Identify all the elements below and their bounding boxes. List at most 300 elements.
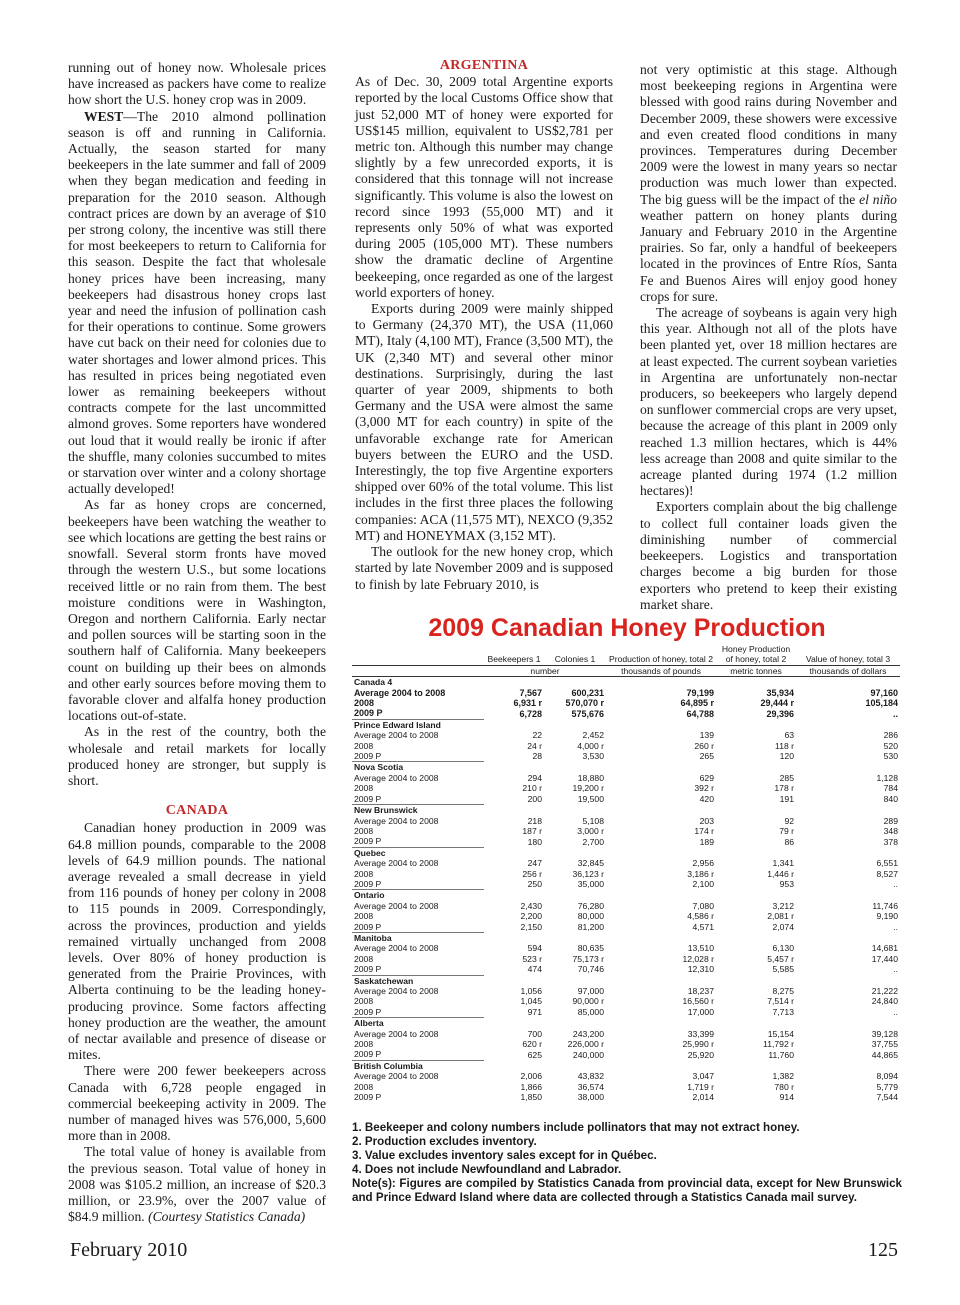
- table-cell: [484, 975, 544, 986]
- table-cell: ..: [893, 921, 898, 932]
- table-cell: 76,280: [577, 900, 604, 911]
- table-cell: 17,000: [687, 1007, 714, 1018]
- table-cell: 97,160: [870, 687, 898, 698]
- table-cell: 37,755: [871, 1039, 898, 1050]
- table-cell: 14,681: [871, 943, 898, 954]
- row-label: 2008: [354, 996, 374, 1007]
- table-cell: 570,070 r: [565, 698, 604, 709]
- table-cell: 120: [779, 751, 794, 762]
- table-row: [352, 911, 900, 921]
- table-cell: 520: [883, 740, 898, 751]
- table-cell: [484, 890, 544, 901]
- table-group-row: [352, 805, 900, 816]
- page-number: 125: [868, 1239, 898, 1261]
- table-cell: 625: [527, 1049, 542, 1060]
- table-cell: 1,056: [520, 986, 542, 996]
- row-label: 2009 P: [354, 708, 383, 719]
- table-cell: [484, 677, 544, 688]
- table-cell: [716, 847, 796, 858]
- header-value: Value of honey, total 3: [805, 654, 891, 665]
- table-cell: 5,108: [582, 815, 604, 826]
- table-cell: 174 r: [694, 825, 714, 836]
- row-label: Average 2004 to 2008: [354, 858, 439, 869]
- table-cell: 44,865: [871, 1049, 898, 1060]
- table-cell: [606, 805, 716, 816]
- table-cell: 70,746: [577, 964, 604, 975]
- header-colonies: Colonies 1: [554, 654, 596, 665]
- table-row: [352, 1092, 900, 1102]
- row-label: Average 2004 to 2008: [354, 1028, 439, 1039]
- credit: (Courtesy Statistics Canada): [148, 1209, 306, 1225]
- row-label: Nova Scotia: [352, 762, 484, 773]
- table-cell: 63: [784, 730, 794, 741]
- row-label: 2008: [354, 1039, 374, 1050]
- table-cell: 16,560 r: [682, 996, 714, 1007]
- table-cell: 378: [883, 836, 898, 847]
- row-label: Saskatchewan: [352, 975, 484, 986]
- table-cell: [796, 932, 900, 943]
- table-cell: 13,510: [687, 943, 714, 954]
- table-cell: [544, 677, 606, 688]
- table-cell: 43,832: [577, 1071, 604, 1082]
- table-row: [352, 708, 900, 719]
- table-cell: [606, 719, 716, 730]
- table-cell: 953: [779, 879, 794, 890]
- table-cell: 35,934: [766, 687, 794, 698]
- table-cell: 700: [527, 1028, 542, 1039]
- table-cell: ..: [893, 1007, 898, 1018]
- row-label: 2008: [354, 698, 375, 709]
- table-group-row: [352, 677, 900, 688]
- table-cell: 226,000 r: [567, 1039, 604, 1050]
- table-cell: 210 r: [522, 783, 542, 794]
- table-cell: 22: [532, 730, 542, 741]
- table-cell: 36,123 r: [572, 868, 604, 879]
- table-cell: 3,212: [772, 900, 794, 911]
- table-cell: 79 r: [779, 825, 794, 836]
- table-cell: 1,045: [520, 996, 542, 1007]
- table-cell: 474: [527, 964, 542, 975]
- table-cell: 92: [784, 815, 794, 826]
- table-cell: 629: [699, 772, 714, 783]
- row-label: 2009 P: [354, 751, 382, 762]
- table-row: [352, 741, 900, 751]
- row-label: Average 2004 to 2008: [354, 986, 439, 996]
- row-label: Ontario: [352, 890, 484, 901]
- row-label: 2008: [354, 868, 374, 879]
- table-row: [352, 826, 900, 836]
- table-cell: [544, 932, 606, 943]
- table-cell: [544, 805, 606, 816]
- table-cell: [484, 805, 544, 816]
- table-group-row: [352, 1018, 900, 1029]
- table-cell: 11,746: [872, 900, 898, 911]
- table-cell: 294: [527, 772, 542, 783]
- row-label: 2009 P: [354, 836, 382, 847]
- table-cell: 5,779: [876, 1081, 898, 1092]
- table-cell: 12,028 r: [682, 953, 714, 964]
- table-row: [352, 996, 900, 1006]
- row-label: 2009 P: [354, 921, 382, 932]
- table-cell: 33,399: [687, 1028, 714, 1039]
- table-cell: 118 r: [775, 740, 794, 751]
- table-cell: 35,000: [577, 879, 604, 890]
- table-cell: 6,551: [876, 858, 898, 869]
- table-cell: 191: [779, 793, 794, 804]
- row-label: 2008: [354, 953, 374, 964]
- paragraph: Canadian honey production in 2009 was 64.8 million pounds, comparable to the 2008 levels of 64.9 million pounds. The national average revealed a small decrease in yield from 116 pounds of honey per colony in 2008 to 115 pounds in 2009. Correspondingly, across the provinces, production and yields remained virtually unchanged from 2008 levels. Over 80% of honey production is generated from the Prairie Provinces, with Alberta continuing to be the leading honey-producing province. Some factors affecting honey production are the weather, the amount of nectar available and presence of disease or mites.: [68, 820, 326, 1063]
- table-cell: [544, 847, 606, 858]
- unit-dollars: thousands of dollars: [796, 665, 900, 676]
- table-cell: 620 r: [522, 1039, 542, 1050]
- column-right: [640, 62, 897, 613]
- table-cell: 25,920: [687, 1049, 714, 1060]
- table-notes: [352, 1121, 902, 1205]
- unit-number: number: [484, 665, 606, 676]
- table-cell: 3,000 r: [577, 825, 604, 836]
- table-cell: 18,880: [577, 772, 604, 783]
- row-label: 2009 P: [354, 793, 382, 804]
- table-cell: 2,100: [692, 879, 714, 890]
- row-label: 2009 P: [354, 878, 382, 889]
- table-cell: 32,845: [577, 858, 604, 869]
- table-cell: [606, 677, 716, 688]
- table-row: [352, 816, 900, 826]
- header-honey-production: Honey Production of honey, total 2: [721, 644, 791, 665]
- table-cell: 8,527: [876, 868, 898, 879]
- table-row: [352, 794, 900, 805]
- row-label: 2009 P: [354, 1006, 382, 1017]
- table-row: [352, 869, 900, 879]
- table-body: [352, 677, 900, 1103]
- note: Note(s): Figures are compiled by Statistics Canada from provincial data, except for New Brunswick and Prince Edward Island where data are collected through a Statistics Canada mail survey.: [352, 1177, 902, 1204]
- table-cell: [796, 762, 900, 773]
- table-cell: 1,382: [772, 1071, 794, 1082]
- table-cell: 218: [527, 815, 542, 826]
- table-cell: [484, 719, 544, 730]
- table-cell: 971: [527, 1007, 542, 1018]
- table-row: [352, 730, 900, 740]
- table-cell: 286: [883, 730, 898, 741]
- table-cell: 594: [527, 943, 542, 954]
- table-cell: 780 r: [774, 1081, 794, 1092]
- table-cell: 3,530: [582, 751, 604, 762]
- table-cell: [716, 975, 796, 986]
- table-cell: 15,154: [767, 1028, 794, 1039]
- honey-production-table-wrap: [352, 644, 902, 1102]
- table-cell: 784: [883, 783, 898, 794]
- table-cell: [544, 1018, 606, 1029]
- table-cell: 187 r: [522, 825, 542, 836]
- table-cell: 2,200: [520, 911, 542, 922]
- note: 4. Does not include Newfoundland and Labrador.: [352, 1163, 622, 1176]
- table-cell: 18,237: [687, 986, 714, 996]
- table-cell: 39,128: [871, 1028, 898, 1039]
- row-label: Average 2004 to 2008: [354, 730, 439, 741]
- table-cell: 7,713: [772, 1007, 794, 1018]
- table-cell: 2,150: [520, 921, 542, 932]
- table-cell: [606, 890, 716, 901]
- table-cell: [606, 932, 716, 943]
- table-cell: 6,130: [772, 943, 794, 954]
- paragraph: As far as honey crops are concerned, beekeepers have been watching the weather to see which locations are getting the best rains or snowfall. Several storm fronts have moved through the western U.S., but some locations received little or no rain from them. The best moisture conditions were in Washington, Oregon and northern California. Early nectar and pollen sources will be starting soon in the southern half of California. Many beekeepers count on building up their bees on almonds and other early sources before moving them to favorable clover and alfalfa honey production locations out-of-state.: [68, 497, 326, 724]
- paragraph: Exports during 2009 were mainly shipped to Germany (24,370 MT), the USA (11,060 MT), Italy (4,100 MT), France (3,500 MT), the UK (2,340 MT) and several other minor destinations. Surprisingly, during the last quarter of year 2009, shipments to both Germany and the USA were almost the same (3,000 MT for each country) in spite of the unfavorable exchange rate for American buyers between the EURO and the USD. Interestingly, the top five Argentine exporters shipped over 60% of the total volume. This list includes in the first three places the following companies: ACA (11,575 MT), NEXCO (9,352 MT) and HONEYMAX (3,152 MT).: [355, 301, 613, 543]
- row-label: New Brunswick: [352, 805, 484, 816]
- footer-date: February 2010: [70, 1239, 188, 1261]
- table-cell: 200: [527, 793, 542, 804]
- row-label: Manitoba: [352, 932, 484, 943]
- table-cell: 105,184: [865, 698, 898, 709]
- table-cell: [716, 1060, 796, 1071]
- row-label: Canada 4: [352, 677, 484, 688]
- table-cell: [796, 1060, 900, 1071]
- row-label: 2009 P: [354, 1049, 382, 1060]
- table-cell: [606, 1018, 716, 1029]
- table-row: [352, 1039, 900, 1049]
- table-cell: 8,094: [876, 1071, 898, 1082]
- table-cell: [716, 677, 796, 688]
- table-cell: 840: [883, 793, 898, 804]
- table-cell: [484, 847, 544, 858]
- table-cell: 85,000: [577, 1007, 604, 1018]
- table-cell: ..: [893, 879, 898, 890]
- table-cell: 1,341: [772, 858, 794, 869]
- table-cell: ..: [893, 964, 898, 975]
- table-cell: 139: [699, 730, 714, 741]
- table-cell: [796, 890, 900, 901]
- table-cell: 250: [527, 879, 542, 890]
- table-cell: 64,895 r: [680, 698, 714, 709]
- table-row: [352, 698, 900, 708]
- row-label: British Columbia: [352, 1060, 484, 1071]
- table-cell: 6,728: [519, 708, 542, 719]
- table-cell: 392 r: [694, 783, 714, 794]
- note: 3. Value excludes inventory sales except for in Québec.: [352, 1149, 657, 1162]
- table-row: [352, 688, 900, 698]
- table-cell: 29,444 r: [760, 698, 794, 709]
- table-cell: 25,990 r: [682, 1039, 714, 1050]
- row-label: Average 2004 to 2008: [354, 815, 439, 826]
- table-cell: [796, 677, 900, 688]
- row-label: Average 2004 to 2008: [354, 943, 439, 954]
- table-group-row: [352, 975, 900, 986]
- paragraph: The total value of honey is available from the previous season. Total value of honey in 2008 was $105.2 million, an increase of $20.3 million, or 23.9%, over the 2007 value of $84.9 million. (Courtesy Statistics Canada): [68, 1144, 326, 1225]
- table-cell: 2,452: [582, 730, 604, 741]
- table-cell: 4,571: [692, 921, 714, 932]
- table-cell: 80,000: [577, 911, 604, 922]
- table-cell: 28: [532, 751, 542, 762]
- table-cell: [716, 890, 796, 901]
- table-cell: 420: [699, 793, 714, 804]
- table-cell: 2,006: [520, 1071, 542, 1082]
- table-cell: 600,231: [571, 687, 604, 698]
- table-cell: 180: [527, 836, 542, 847]
- row-label: Alberta: [352, 1018, 484, 1029]
- table-row: [352, 986, 900, 996]
- table-cell: 7,567: [519, 687, 542, 698]
- table-group-row: [352, 719, 900, 730]
- table-cell: 12,310: [687, 964, 714, 975]
- paragraph: not very optimistic at this stage. Although most beekeeping regions in Argentina were blessed with good rains during November and December 2009, these showers were excessive and even created flood conditions in many provinces. Temperatures during December 2009 were the lowest in many years so nectar production was much lower than expected. The big guess will be the impact of the el niño weather pattern on honey plants during January and February 2010 in the Argentine prairies. So far, only a handful of beekeepers located in the provinces of Entre Ríos, Santa Fe and Buenos Aires will enjoy good honey crops for sure.: [640, 62, 897, 304]
- table-cell: 260 r: [694, 740, 714, 751]
- table-units-row: [352, 665, 900, 676]
- table-cell: ..: [892, 708, 898, 719]
- table-cell: 1,128: [876, 772, 898, 783]
- table-cell: 19,200 r: [572, 783, 604, 794]
- unit-pounds: thousands of pounds: [606, 665, 716, 676]
- table-row: [352, 879, 900, 890]
- table-cell: 1,719 r: [687, 1081, 714, 1092]
- paragraph: There were 200 fewer beekeepers across Canada with 6,728 people engaged in commercial beekeeping activity in 2009. The number of managed hives was 576,000, 5,600 more than in 2008.: [68, 1063, 326, 1144]
- paragraph: Exporters complain about the big challenge to collect full container loads given the diminishing number of commercial beekeepers. Logistics and transportation charges become a big burden for those exporters who pretend to keep their existing market share.: [640, 499, 897, 612]
- table-cell: 348: [883, 825, 898, 836]
- table-row: [352, 836, 900, 847]
- table-cell: [606, 847, 716, 858]
- table-cell: 2,956: [692, 858, 714, 869]
- header-beekeepers: Beekeepers 1: [487, 654, 541, 665]
- table-cell: [544, 1060, 606, 1071]
- table-cell: [544, 762, 606, 773]
- table-row: [352, 783, 900, 793]
- table-cell: 5,585: [772, 964, 794, 975]
- table-cell: 24 r: [527, 740, 542, 751]
- table-row: [352, 1007, 900, 1018]
- table-cell: 24,840: [871, 996, 898, 1007]
- section-heading-argentina: ARGENTINA: [439, 58, 529, 73]
- table-cell: 203: [699, 815, 714, 826]
- table-cell: 2,074: [772, 921, 794, 932]
- table-cell: 17,440: [871, 953, 898, 964]
- table-cell: 19,500: [577, 793, 604, 804]
- table-cell: 575,676: [571, 708, 604, 719]
- table-row: [352, 1049, 900, 1060]
- table-cell: 75,173 r: [572, 953, 604, 964]
- table-cell: 523 r: [522, 953, 542, 964]
- table-cell: 265: [699, 751, 714, 762]
- row-label: Average 2004 to 2008: [354, 900, 439, 911]
- table-cell: [716, 762, 796, 773]
- section-heading-canada: CANADA: [165, 803, 229, 819]
- paragraph: As of Dec. 30, 2009 total Argentine exports reported by the local Customs Office show that just 52,000 MT of honey were exported for US$145 million, equivalent to US$2,781 per metric ton. Although this number may change slightly by a few unrecorded exports, it is considered that this tonnage will not increase significantly. This volume is also the lowest on record since 1993 (55,000 MT) and it represents only 50% of what was exported during 2005 (105,000 MT). These numbers show the dramatic decline of Argentine beekeeping, once regarded as one of the largest world exporters of honey.: [355, 74, 613, 300]
- table-cell: 243,200: [572, 1028, 604, 1039]
- table-cell: 240,000: [572, 1049, 604, 1060]
- row-label: 2008: [354, 740, 374, 751]
- honey-production-table: [352, 644, 900, 1102]
- table-cell: [544, 890, 606, 901]
- table-cell: 247: [527, 858, 542, 869]
- paragraph: As in the rest of the country, both the wholesale and retail markets for locally produced honey are stronger, but supply is short.: [68, 724, 326, 788]
- row-label: Prince Edward Island: [352, 719, 484, 730]
- table-cell: 8,275: [772, 986, 794, 996]
- note: 2. Production excludes inventory.: [352, 1135, 537, 1148]
- table-cell: 256 r: [522, 868, 542, 879]
- table-cell: 530: [883, 751, 898, 762]
- table-cell: [796, 1018, 900, 1029]
- table-group-row: [352, 890, 900, 901]
- table-row: [352, 1082, 900, 1092]
- table-cell: 79,199: [686, 687, 714, 698]
- table-row: [352, 751, 900, 762]
- row-label: Quebec: [352, 847, 484, 858]
- table-cell: 7,080: [692, 900, 714, 911]
- table-cell: [484, 1018, 544, 1029]
- table-cell: 3,047: [692, 1071, 714, 1082]
- table-cell: [716, 1018, 796, 1029]
- table-cell: 2,700: [582, 836, 604, 847]
- column-left: [68, 60, 326, 1225]
- table-group-row: [352, 762, 900, 773]
- note: 1. Beekeeper and colony numbers include pollinators that may not extract honey.: [352, 1121, 800, 1134]
- table-cell: 1,866: [520, 1081, 542, 1092]
- table-title: 2009 Canadian Honey Production: [428, 614, 826, 642]
- table-cell: [606, 975, 716, 986]
- row-label: Average 2004 to 2008: [354, 687, 446, 698]
- table-cell: 11,760: [768, 1049, 794, 1060]
- table-group-row: [352, 847, 900, 858]
- table-cell: 1,446 r: [767, 868, 794, 879]
- table-cell: [606, 1060, 716, 1071]
- table-row: [352, 964, 900, 975]
- table-cell: 11,792 r: [763, 1039, 794, 1050]
- table-row: [352, 901, 900, 911]
- table-cell: [544, 719, 606, 730]
- table-cell: [716, 932, 796, 943]
- table-group-row: [352, 932, 900, 943]
- table-cell: [796, 847, 900, 858]
- table-cell: 5,457 r: [767, 953, 794, 964]
- row-label: Average 2004 to 2008: [354, 772, 439, 783]
- table-row: [352, 1029, 900, 1039]
- table-row: [352, 1071, 900, 1081]
- table-cell: [606, 762, 716, 773]
- table-cell: 80,635: [577, 943, 604, 954]
- table-header-row: [352, 644, 900, 665]
- table-cell: 914: [779, 1092, 794, 1103]
- table-cell: 29,396: [766, 708, 794, 719]
- table-cell: [796, 975, 900, 986]
- table-cell: 3,186 r: [687, 868, 714, 879]
- table-cell: 9,190: [876, 911, 898, 922]
- table-cell: 2,430: [520, 900, 542, 911]
- table-cell: [796, 805, 900, 816]
- table-cell: 97,000: [577, 986, 604, 996]
- row-label: 2009 P: [354, 964, 382, 975]
- table-cell: 1,850: [520, 1092, 542, 1103]
- row-label: 2008: [354, 1081, 374, 1092]
- table-cell: 38,000: [577, 1092, 604, 1103]
- table-cell: 81,200: [577, 921, 604, 932]
- paragraph: The acreage of soybeans is again very high this year. Although not all of the plots have been planted yet, over 18 million hectares are at least expected. The current soybean varieties in Argentina are unfortunately non-nectar producers, so beekeepers who largely depend on sunflower commercial crops are very upset, because the acreage of this plant in 2009 only reached 1.3 million hectares, which is 44% less acreage than 2008 and quite similar to the acreage planted during 1974 (1.2 million hectares)!: [640, 305, 897, 499]
- table-cell: [544, 975, 606, 986]
- table-row: [352, 954, 900, 964]
- table-cell: [484, 762, 544, 773]
- table-cell: [716, 719, 796, 730]
- row-label: Average 2004 to 2008: [354, 1071, 439, 1082]
- row-label: 2009 P: [354, 1092, 382, 1103]
- table-cell: [484, 1060, 544, 1071]
- table-cell: [796, 719, 900, 730]
- table-cell: 36,574: [577, 1081, 604, 1092]
- table-row: [352, 943, 900, 953]
- table-cell: 2,014: [692, 1092, 714, 1103]
- header-production: Production of honey, total 2: [609, 654, 713, 665]
- table-cell: 4,000 r: [577, 740, 604, 751]
- region-lead: WEST: [84, 108, 124, 124]
- table-row: [352, 922, 900, 933]
- table-cell: 4,586 r: [687, 911, 714, 922]
- table-cell: 289: [883, 815, 898, 826]
- table-cell: 7,544: [876, 1092, 898, 1103]
